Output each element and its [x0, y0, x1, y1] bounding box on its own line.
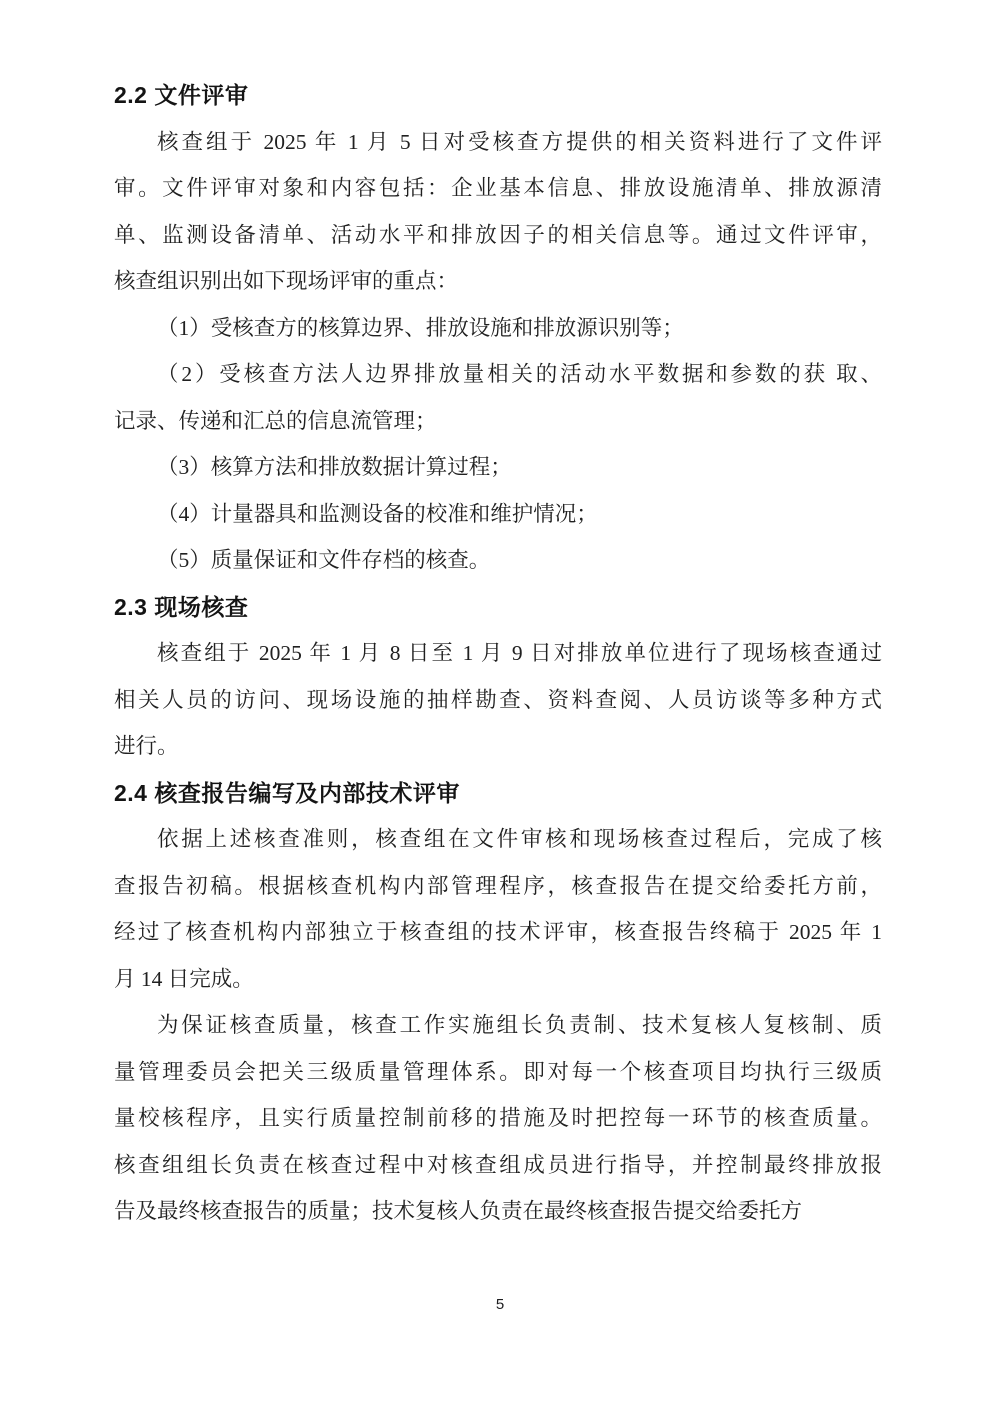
- section-heading: 2.2 文件评审: [114, 82, 249, 108]
- page-number: 5: [495, 1296, 505, 1313]
- paragraph-line: 为保证核查质量，核查工作实施组长负责制、技术复核人复核制、质: [157, 1013, 882, 1037]
- paragraph-line: （2）受核查方法人边界排放量相关的活动水平数据和参数的获 取、: [157, 362, 882, 386]
- paragraph-line: 审。文件评审对象和内容包括：企业基本信息、排放设施清单、排放源清: [114, 176, 882, 200]
- paragraph-line: 核查组于 2025 年 1 月 8 日至 1 月 9 日对排放单位进行了现场核查通过: [157, 641, 882, 665]
- paragraph-line: 月 14 日完成。: [114, 966, 254, 991]
- document-body: [114, 72, 882, 1235]
- paragraph-line: 查报告初稿。根据核查机构内部管理程序，核查报告在提交给委托方前，: [114, 873, 882, 898]
- paragraph-line: 记录、传递和汇总的信息流管理；: [114, 408, 437, 433]
- section-heading: 2.3 现场核查: [114, 593, 249, 620]
- paragraph-line: 量管理委员会把关三级质量管理体系。即对每一个核查项目均执行三级质: [114, 1059, 882, 1084]
- paragraph-line: 告及最终核查报告的质量；技术复核人负责在最终核查报告提交给委托方: [114, 1199, 803, 1223]
- paragraph-line: 量校核程序，且实行质量控制前移的措施及时把控每一环节的核查质量。: [114, 1106, 882, 1130]
- paragraph-line: 核查组识别出如下现场评审的重点：: [114, 269, 459, 293]
- paragraph-line: （1）受核查方的核算边界、排放设施和排放源识别等；: [157, 315, 684, 340]
- paragraph-line: 核查组组长负责在核查过程中对核查组成员进行指导，并控制最终排放报: [114, 1152, 882, 1177]
- paragraph-line: 经过了核查机构内部独立于核查组的技术评审，核查报告终稿于 2025 年 1: [114, 920, 882, 944]
- section-heading: 2.4 核查报告编写及内部技术评审: [114, 779, 460, 806]
- paragraph-line: （5）质量保证和文件存档的核查。: [157, 548, 491, 572]
- paragraph-line: 进行。: [114, 734, 179, 758]
- paragraph-line: 依据上述核查准则，核查组在文件审核和现场核查过程后，完成了核: [157, 827, 882, 851]
- paragraph-line: 核查组于 2025 年 1 月 5 日对受核查方提供的相关资料进行了文件评: [157, 129, 882, 154]
- paragraph-line: （4）计量器具和监测设备的校准和维护情况；: [157, 501, 598, 526]
- paragraph-line: 单、监测设备清单、活动水平和排放因子的相关信息等。通过文件评审，: [114, 222, 882, 247]
- paragraph-line: 相关人员的访问、现场设施的抽样勘查、资料查阅、人员访谈等多种方式: [114, 687, 882, 712]
- paragraph-line: （3）核算方法和排放数据计算过程；: [157, 455, 512, 479]
